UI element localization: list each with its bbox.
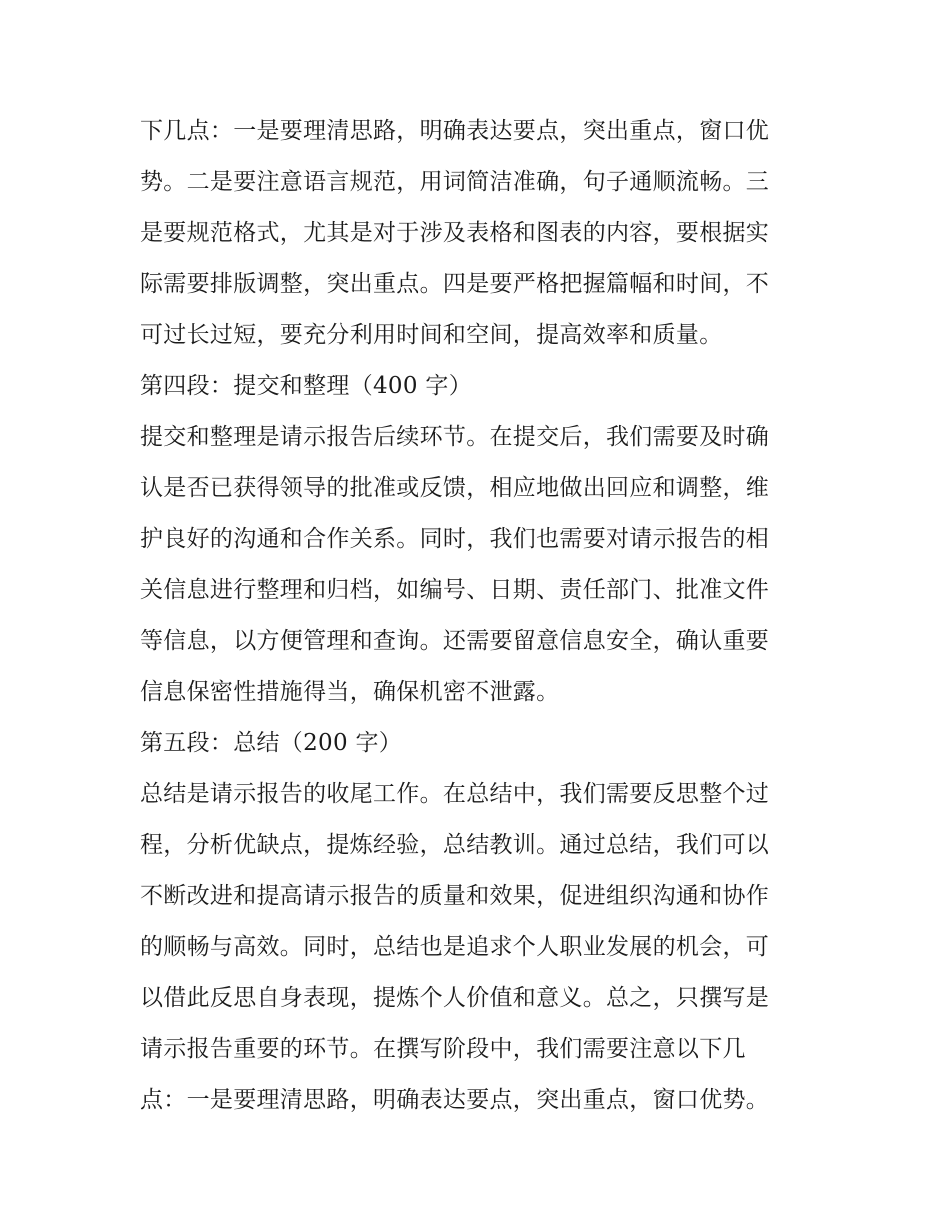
paragraph-line: 势。二是要注意语言规范，用词简洁准确，句子通顺流畅。三: [140, 169, 770, 195]
paragraph-line: 的顺畅与高效。同时，总结也是追求个人职业发展的机会，可: [140, 934, 770, 960]
paragraph-line: 护良好的沟通和合作关系。同时，我们也需要对请示报告的相: [140, 526, 770, 552]
paragraph-line: 可过长过短，要充分利用时间和空间，提高效率和质量。: [140, 322, 723, 348]
paragraph-line: 程，分析优缺点，提炼经验，总结教训。通过总结，我们可以: [140, 832, 770, 858]
paragraph-line: 信息保密性措施得当，确保机密不泄露。: [140, 679, 560, 705]
paragraph-line: 总结是请示报告的收尾工作。在总结中，我们需要反思整个过: [140, 781, 770, 807]
paragraph-line: 点：一是要理清思路，明确表达要点，突出重点，窗口优势。: [140, 1087, 770, 1113]
paragraph-line: 际需要排版调整，突出重点。四是要严格把握篇幅和时间，不: [140, 271, 770, 297]
paragraph-line: 请示报告重要的环节。在撰写阶段中，我们需要注意以下几: [140, 1036, 746, 1062]
document-page: [140, 106, 816, 1126]
paragraph-line: 等信息，以方便管理和查询。还需要留意信息安全，确认重要: [140, 628, 770, 654]
paragraph-line: 下几点：一是要理清思路，明确表达要点，突出重点，窗口优: [140, 118, 770, 144]
section-heading: 第四段：提交和整理（400 字）: [140, 373, 473, 399]
paragraph-line: 提交和整理是请示报告后续环节。在提交后，我们需要及时确: [140, 424, 770, 450]
paragraph-line: 认是否已获得领导的批准或反馈，相应地做出回应和调整，维: [140, 475, 770, 501]
section-heading: 第五段：总结（200 字）: [140, 730, 403, 756]
paragraph-line: 以借此反思自身表现，提炼个人价值和意义。总之，只撰写是: [140, 985, 770, 1011]
paragraph-line: 是要规范格式，尤其是对于涉及表格和图表的内容，要根据实: [140, 220, 770, 246]
paragraph-line: 不断改进和提高请示报告的质量和效果，促进组织沟通和协作: [140, 883, 770, 909]
paragraph-line: 关信息进行整理和归档，如编号、日期、责任部门、批准文件: [140, 577, 770, 603]
